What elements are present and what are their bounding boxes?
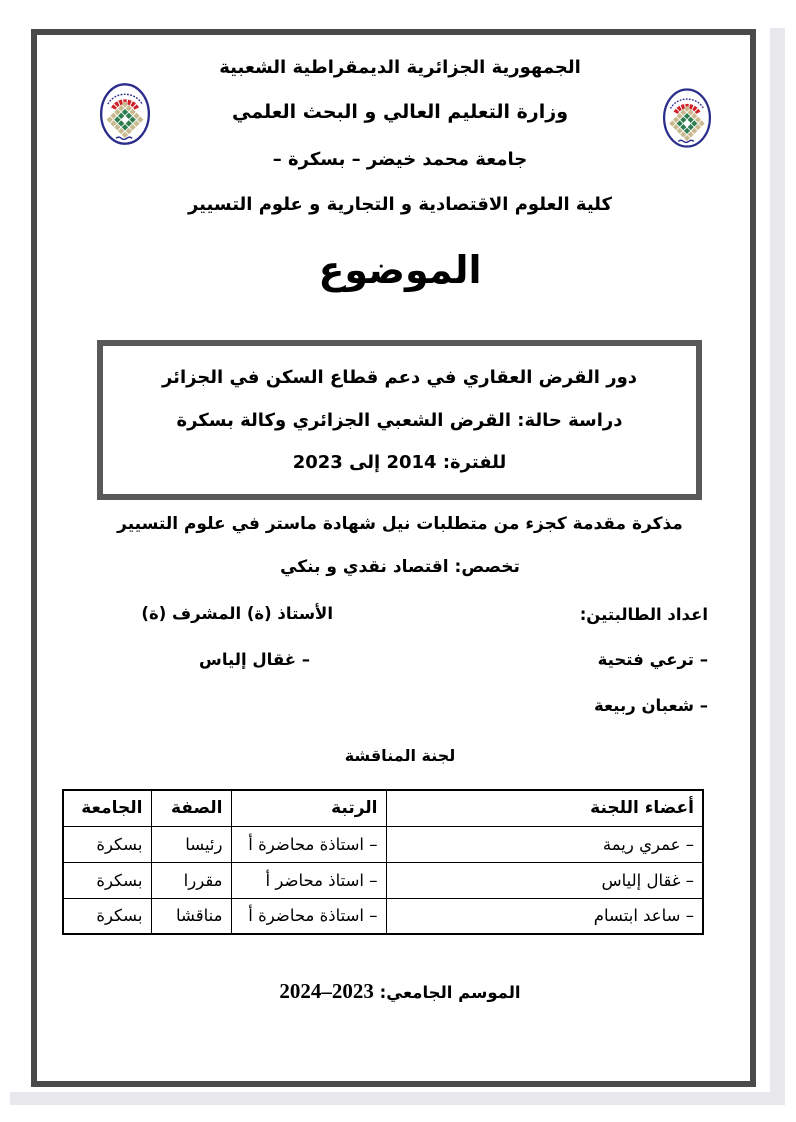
col-header-members: أعضاء اللجنة: [386, 790, 703, 826]
col-header-rank: الرتبة: [231, 790, 386, 826]
table-row: [63, 898, 703, 934]
supervisor-label: الأستاذ (ة) المشرف (ة): [141, 604, 333, 623]
member-university-cell: بسكرة: [63, 898, 151, 934]
student-name: – ترعي فتحية: [597, 650, 708, 669]
period-line: للفترة: 2014 إلى 2023: [292, 451, 507, 473]
member-role-cell: مناقشا: [151, 898, 231, 934]
member-rank-cell: – استاذ محاضر أ: [231, 862, 386, 898]
table-header-row: [63, 790, 703, 826]
thesis-subject-box: [97, 340, 702, 500]
member-university-cell: بسكرة: [63, 862, 151, 898]
committee-section-title: لجنة المناقشة: [344, 746, 456, 765]
col-header-university: الجامعة: [63, 790, 151, 826]
table-row: [63, 862, 703, 898]
supervisor-name: – غقال إلياس: [199, 650, 310, 669]
member-rank-cell: – استاذة محاضرة أ: [231, 826, 386, 862]
header-faculty-line: كلية العلوم الاقتصادية و التجارية و علوم التسيير: [187, 194, 612, 215]
table-row: [63, 826, 703, 862]
academic-year-line: [40, 979, 760, 1004]
member-name-cell: – ساعد ابتسام: [386, 898, 703, 934]
academic-year-value: 2023–2024: [279, 979, 374, 1003]
thesis-title-line: دور القرض العقاري في دعم قطاع السكن في الجزائر: [161, 367, 638, 389]
specialty-line: تخصص: اقتصاد نقدي و بنكي: [280, 557, 520, 577]
students-label: اعداد الطالبتين:: [579, 605, 708, 624]
header-republic-line: الجمهورية الجزائرية الديمقراطية الشعبية: [219, 57, 581, 78]
student-name: – شعبان ربيعة: [593, 696, 708, 715]
page-title: الموضوع: [318, 248, 482, 292]
case-study-line: دراسة حالة: القرض الشعبي الجزائري وكالة بسكرة: [176, 409, 623, 431]
member-name-cell: – غقال إلياس: [386, 862, 703, 898]
page-edge-shadow-bottom: [10, 1092, 785, 1105]
memoir-requirement-line: مذكرة مقدمة كجزء من متطلبات نيل شهادة ماستر في علوم التسيير: [117, 514, 683, 534]
member-name-cell: – عمري ريمة: [386, 826, 703, 862]
header-university-line: جامعة محمد خيضر – بسكرة –: [272, 149, 528, 170]
committee-table: [62, 789, 704, 935]
member-role-cell: رئيسا: [151, 826, 231, 862]
member-rank-cell: – استاذة محاضرة أ: [231, 898, 386, 934]
member-role-cell: مقررا: [151, 862, 231, 898]
col-header-role: الصفة: [151, 790, 231, 826]
member-university-cell: بسكرة: [63, 826, 151, 862]
academic-year-label: الموسم الجامعي:: [379, 983, 521, 1002]
page-edge-shadow-right: [770, 28, 785, 1104]
header-ministry-line: وزارة التعليم العالي و البحث العلمي: [232, 101, 568, 123]
